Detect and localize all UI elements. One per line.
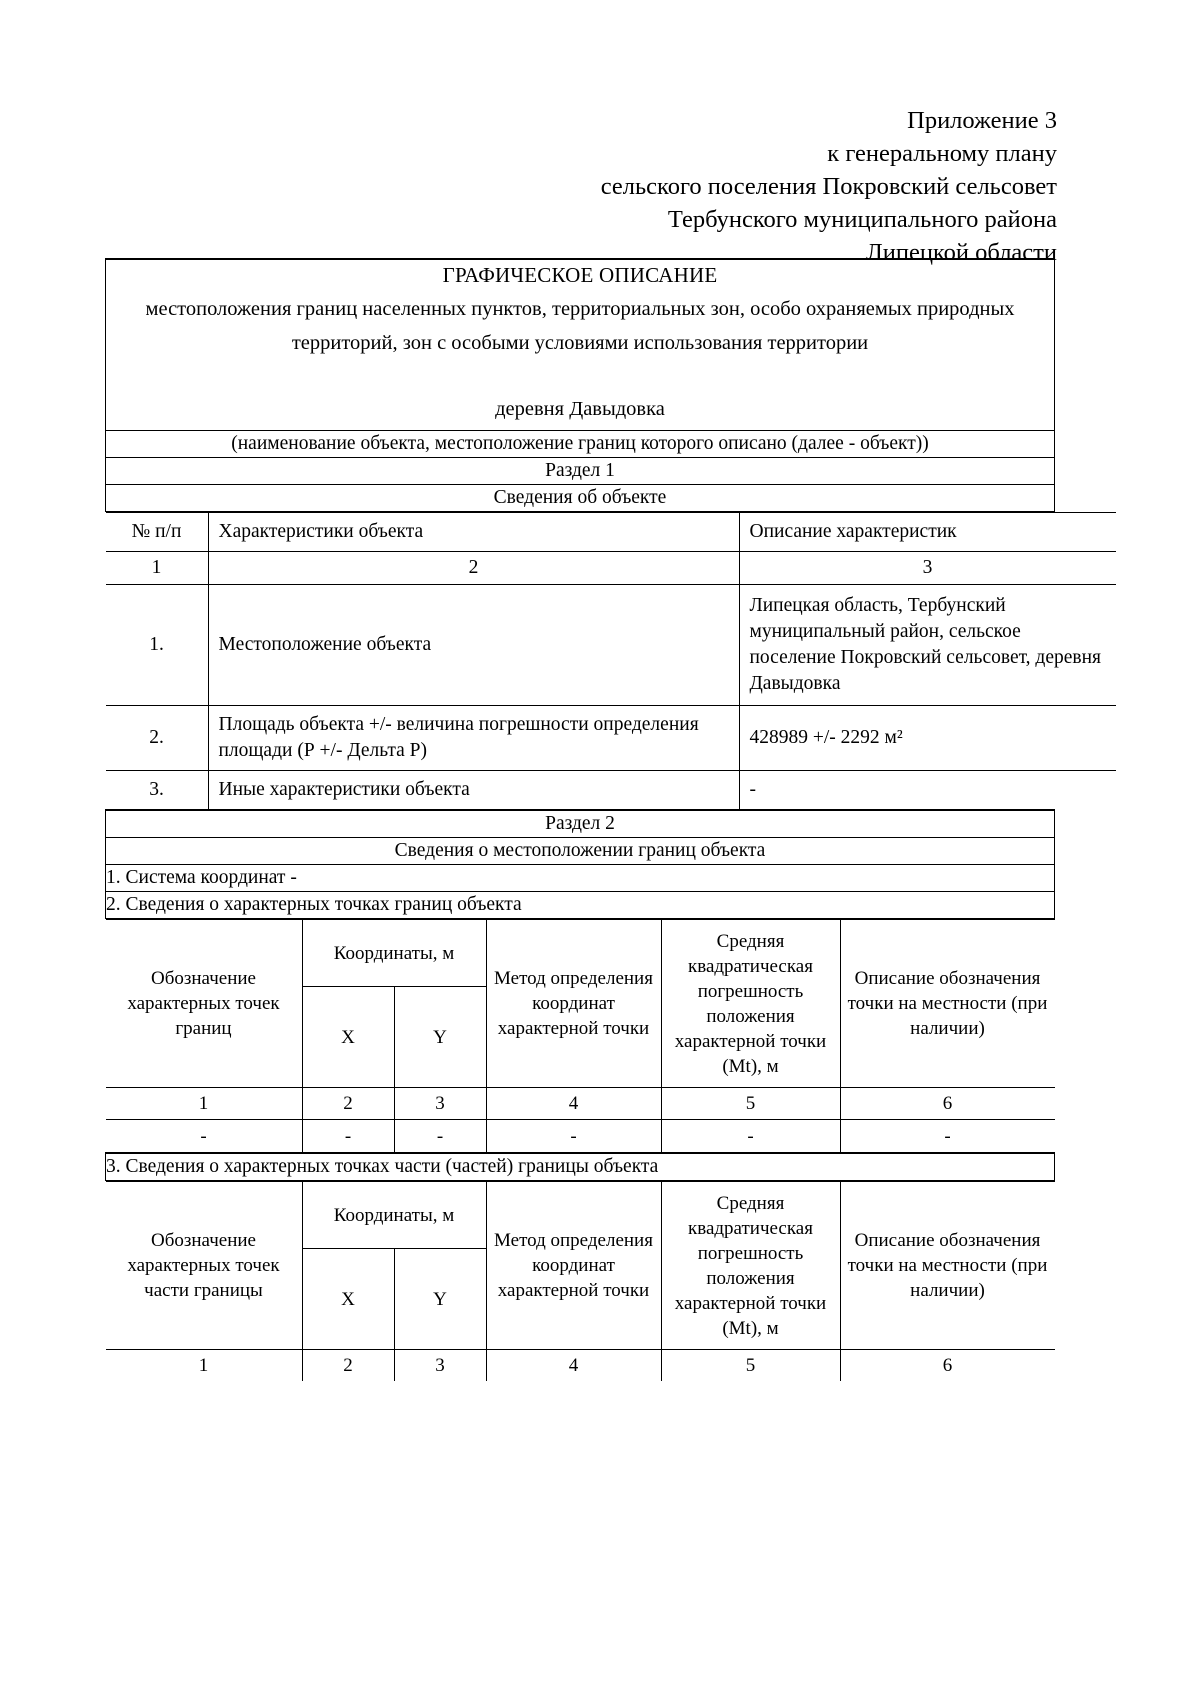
s1-row2-no: 2. [106, 706, 209, 771]
section2-label: Раздел 2 [106, 810, 1055, 838]
part-points-header-note: Описание обозначения точки на местности (при наличии) [840, 1182, 1055, 1350]
points-table [106, 919, 1055, 1152]
s1-row3-char: Иные характеристики объекта [208, 771, 739, 810]
points-num-2: 2 [302, 1088, 394, 1120]
s1-col-desc: Описание характеристик [739, 513, 1116, 552]
points-cell-1: - [106, 1120, 303, 1153]
points-num-3: 3 [394, 1088, 486, 1120]
object-name: деревня Давыдовка [495, 398, 665, 420]
points-num-6: 6 [840, 1088, 1055, 1120]
points-num-1: 1 [106, 1088, 303, 1120]
table-row [106, 1120, 1055, 1153]
part-points-num-1: 1 [106, 1350, 303, 1382]
s1-row1-no: 1. [106, 585, 209, 706]
section2-subtitle: Сведения о местоположении границ объекта [106, 838, 1055, 865]
s1-row3-desc: - [739, 771, 1116, 810]
section1-table [106, 512, 1116, 809]
part-points-header-mse: Средняя квадратическая погрешность положения характерной точки (Mt), м [661, 1182, 840, 1350]
section1-subtitle: Сведения об объекте [106, 485, 1055, 512]
section1-table-container [106, 512, 1102, 811]
points-cell-3: - [394, 1120, 486, 1153]
subsection2-title: 2. Сведения о характерных точках границ объекта [106, 892, 1055, 919]
points-header-method: Метод определения координат характерной точки [486, 920, 661, 1088]
s1-num-1: 1 [106, 552, 209, 585]
table-row [106, 585, 1116, 706]
points-header-note: Описание обозначения точки на местности (при наличии) [840, 920, 1055, 1088]
points-header-row-1 [106, 920, 1055, 987]
coordinate-system-row [106, 865, 1055, 892]
s1-num-3: 3 [739, 552, 1116, 585]
part-points-header-designation: Обозначение характерных точек части границы [106, 1182, 303, 1350]
points-cell-6: - [840, 1120, 1055, 1153]
part-points-table-container [106, 1181, 1055, 1382]
header-line-district: Тербунского муниципального района [667, 206, 1057, 233]
header-line-settlement: сельского поселения Покровский сельсовет [600, 173, 1057, 200]
header-line-region: Липецкой области [866, 239, 1057, 266]
section1-table-row [106, 512, 1055, 811]
part-points-header-x: X [302, 1249, 394, 1350]
part-points-number-row [106, 1350, 1055, 1382]
object-caption: (наименование объекта, местоположение границ которого описано (далее - объект)) [106, 431, 1055, 458]
table-row [106, 771, 1116, 810]
title-row [106, 259, 1055, 431]
header-line-appendix: Приложение 3 [907, 107, 1057, 134]
subsection3-title: 3. Сведения о характерных точках части (частей) границы объекта [106, 1153, 1055, 1181]
part-points-table-row [106, 1181, 1055, 1382]
s1-col-no: № п/п [106, 513, 209, 552]
subsection3-title-row [106, 1153, 1055, 1181]
title-cell [106, 259, 1055, 431]
document-subtitle-line2: территорий, зон с особыми условиями использования территории [291, 332, 869, 354]
points-num-5: 5 [661, 1088, 840, 1120]
s1-row3-no: 3. [106, 771, 209, 810]
points-header-mse: Средняя квадратическая погрешность положения характерной точки (Mt), м [661, 920, 840, 1088]
section1-number-row [106, 552, 1116, 585]
points-table-row [106, 919, 1055, 1154]
points-number-row [106, 1088, 1055, 1120]
section1-subtitle-row [106, 485, 1055, 512]
s1-row2-char: Площадь объекта +/- величина погрешности определения площади (Р +/- Дельта Р) [208, 706, 739, 771]
document-title: ГРАФИЧЕСКОЕ ОПИСАНИЕ [442, 263, 718, 287]
section1-label: Раздел 1 [106, 458, 1055, 485]
section2-subtitle-row [106, 838, 1055, 865]
part-points-table [106, 1181, 1055, 1381]
part-points-header-coordinates: Координаты, м [302, 1182, 486, 1249]
section1-label-row [106, 458, 1055, 485]
part-points-header-method: Метод определения координат характерной точки [486, 1182, 661, 1350]
s1-num-2: 2 [208, 552, 739, 585]
caption-row [106, 431, 1055, 458]
document-subtitle-line1: местоположения границ населенных пунктов, территориальных зон, особо охраняемых природных [145, 298, 1015, 320]
header-line-plan: к генеральному плану [827, 140, 1057, 167]
points-num-4: 4 [486, 1088, 661, 1120]
points-cell-5: - [661, 1120, 840, 1153]
s1-row1-char: Местоположение объекта [208, 585, 739, 706]
coordinate-system-line: 1. Система координат - [106, 865, 1055, 892]
s1-col-char: Характеристики объекта [208, 513, 739, 552]
document-header-block [601, 104, 1057, 269]
main-document-frame [105, 258, 1102, 1381]
part-points-num-5: 5 [661, 1350, 840, 1382]
points-cell-4: - [486, 1120, 661, 1153]
part-points-num-4: 4 [486, 1350, 661, 1382]
points-cell-2: - [302, 1120, 394, 1153]
s1-row1-desc: Липецкая область, Тербунский муниципальный район, сельское поселение Покровский сельсовет, деревня Давыдовка [739, 585, 1116, 706]
part-points-header-row-1 [106, 1182, 1055, 1249]
part-points-num-2: 2 [302, 1350, 394, 1382]
points-table-container [106, 919, 1055, 1154]
section1-header-row [106, 513, 1116, 552]
part-points-num-3: 3 [394, 1350, 486, 1382]
part-points-header-y: Y [394, 1249, 486, 1350]
points-header-y: Y [394, 987, 486, 1088]
part-points-num-6: 6 [840, 1350, 1055, 1382]
points-header-x: X [302, 987, 394, 1088]
s1-row2-desc: 428989 +/- 2292 м² [739, 706, 1116, 771]
section2-label-row [106, 810, 1055, 838]
points-header-designation: Обозначение характерных точек границ [106, 920, 303, 1088]
subsection2-title-row [106, 892, 1055, 919]
points-header-coordinates: Координаты, м [302, 920, 486, 987]
table-row [106, 706, 1116, 771]
